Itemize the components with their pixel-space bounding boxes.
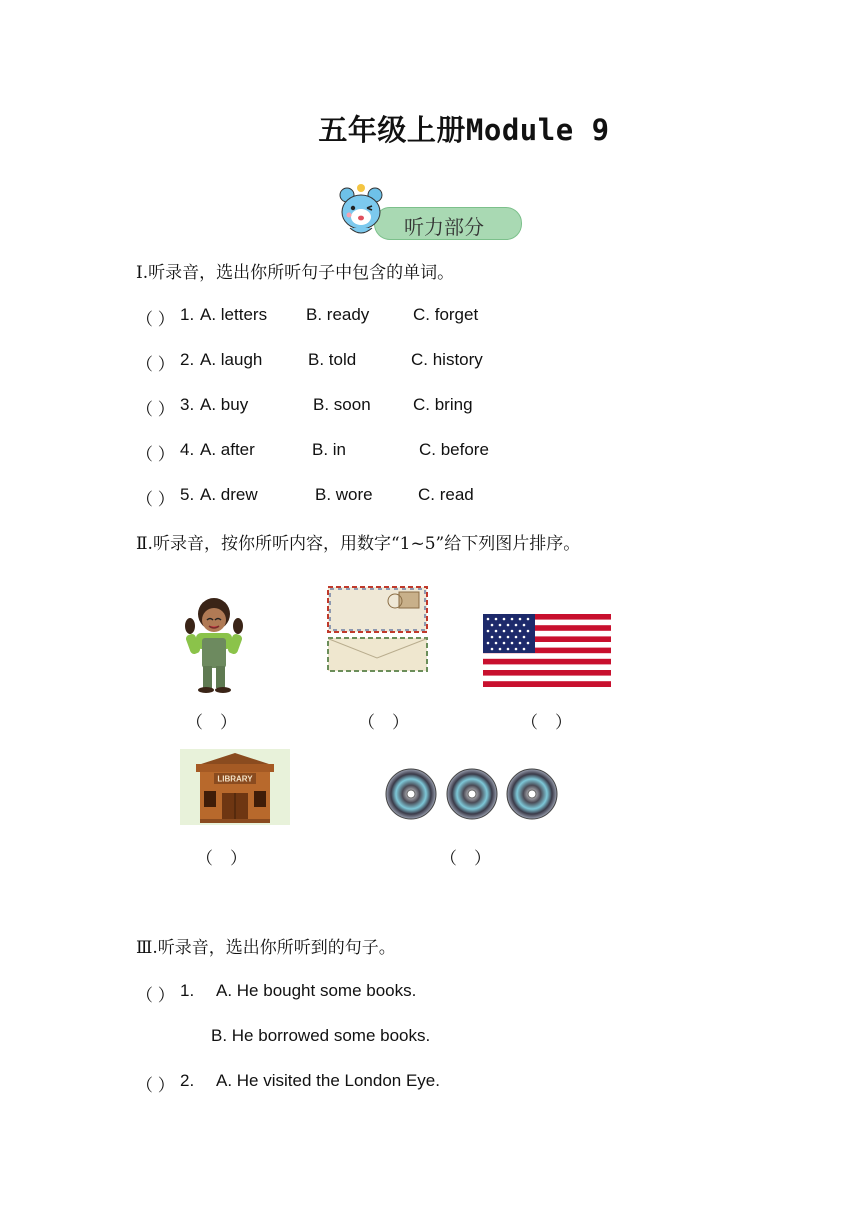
option-c: C. before xyxy=(419,440,489,459)
part3-q1-option-b: B. He borrowed some books. xyxy=(211,1026,431,1045)
option-a: A. after xyxy=(200,440,255,459)
answer-blank: （ ） xyxy=(136,355,175,374)
question-number: 5. xyxy=(180,485,195,504)
library-sign: LIBRARY xyxy=(217,774,253,784)
option-a: A. He bought some books. xyxy=(216,981,417,1000)
option-a: A. laugh xyxy=(200,350,263,369)
question-number: 3. xyxy=(180,395,195,414)
order-blank-girl: （ ） xyxy=(186,713,237,733)
option-b: B. in xyxy=(312,440,347,459)
badge-label: 听力部分 xyxy=(404,215,484,239)
option-c: C. bring xyxy=(413,395,473,414)
page-title: 五年级上册Module 9 xyxy=(318,113,610,147)
part1-question-3 xyxy=(136,395,736,419)
answer-blank: （ ） xyxy=(136,445,175,464)
answer-blank: （ ） xyxy=(136,310,175,329)
answer-blank: （ ） xyxy=(136,1076,175,1095)
letters-picture xyxy=(327,586,428,672)
order-blank-flag: （ ） xyxy=(521,713,572,733)
answer-blank: （ ） xyxy=(136,490,175,509)
answer-blank: （ ） xyxy=(136,400,175,419)
part1-question-4 xyxy=(136,440,736,464)
option-c: C. history xyxy=(411,350,483,369)
option-a: A. drew xyxy=(200,485,258,504)
option-a: A. buy xyxy=(200,395,249,414)
option-c: C. read xyxy=(418,485,474,504)
option-b: B. soon xyxy=(313,395,371,414)
option-b: B. told xyxy=(308,350,357,369)
part1-question-5 xyxy=(136,485,736,509)
us-flag-picture xyxy=(483,614,611,687)
option-a: A. He visited the London Eye. xyxy=(216,1071,440,1090)
part1-question-1 xyxy=(136,305,736,329)
part3-question-1 xyxy=(136,981,736,1005)
bear-mascot-icon xyxy=(338,184,388,242)
order-blank-library: （ ） xyxy=(196,849,247,869)
library-picture xyxy=(180,749,290,825)
cd-icon xyxy=(447,769,497,819)
part1-heading: Ⅰ.听录音，选出你所听句子中包含的单词。 xyxy=(136,263,455,283)
cd-icon xyxy=(507,769,557,819)
part3-heading: Ⅲ.听录音，选出你所听到的句子。 xyxy=(136,938,396,958)
option-b: B. ready xyxy=(306,305,370,324)
part1-question-2 xyxy=(136,350,736,374)
question-number: 1. xyxy=(180,981,195,1000)
question-number: 2. xyxy=(180,1071,195,1090)
option-c: C. forget xyxy=(413,305,479,324)
order-blank-cds: （ ） xyxy=(440,849,491,869)
part2-heading: Ⅱ.听录音，按你所听内容，用数字“1~5”给下列图片排序。 xyxy=(136,534,581,554)
option-a: A. letters xyxy=(200,305,268,324)
question-number: 2. xyxy=(180,350,195,369)
order-blank-letters: （ ） xyxy=(358,713,409,733)
option-b: B. wore xyxy=(315,485,373,504)
part3-question-2 xyxy=(136,1071,736,1095)
girl-picture xyxy=(180,596,248,694)
cd-icon xyxy=(386,769,436,819)
section-badge-listening xyxy=(338,184,522,242)
cds-picture xyxy=(384,768,560,822)
question-number: 1. xyxy=(180,305,195,324)
answer-blank: （ ） xyxy=(136,986,175,1005)
question-number: 4. xyxy=(180,440,195,459)
